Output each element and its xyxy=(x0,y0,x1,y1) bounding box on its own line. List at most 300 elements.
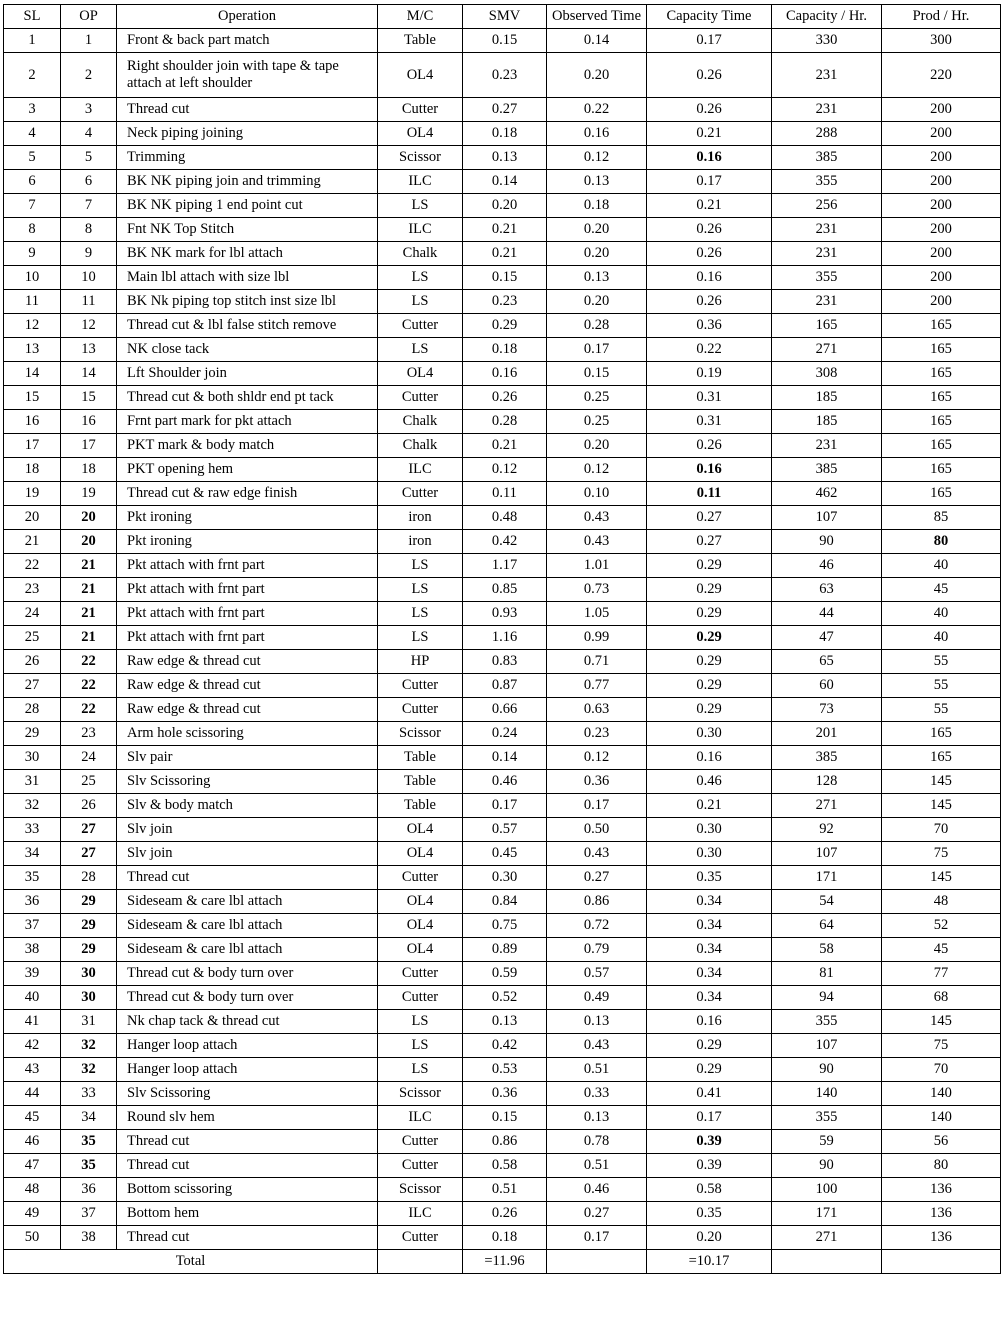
cell-smv: 0.12 xyxy=(463,458,547,482)
cell-mc: Cutter xyxy=(378,698,463,722)
table-row xyxy=(4,53,1001,98)
cell-capacity-per-hour: 65 xyxy=(772,650,882,674)
cell-mc: Scissor xyxy=(378,722,463,746)
cell-mc: LS xyxy=(378,338,463,362)
cell-capacity-per-hour: 44 xyxy=(772,602,882,626)
total-observed-cell xyxy=(547,1250,647,1274)
cell-op: 21 xyxy=(61,554,117,578)
cell-mc: Cutter xyxy=(378,1226,463,1250)
cell-op: 6 xyxy=(61,170,117,194)
cell-mc: ILC xyxy=(378,170,463,194)
cell-smv: 0.51 xyxy=(463,1178,547,1202)
cell-smv: 0.26 xyxy=(463,1202,547,1226)
cell-capacity-time: 0.29 xyxy=(647,578,772,602)
cell-prod-per-hour: 165 xyxy=(882,338,1001,362)
cell-observed-time: 0.18 xyxy=(547,194,647,218)
cell-observed-time: 0.20 xyxy=(547,434,647,458)
cell-capacity-per-hour: 90 xyxy=(772,1058,882,1082)
cell-smv: 0.28 xyxy=(463,410,547,434)
cell-sl: 19 xyxy=(4,482,61,506)
cell-capacity-time: 0.21 xyxy=(647,194,772,218)
cell-operation: Slv pair xyxy=(117,746,378,770)
cell-prod-per-hour: 165 xyxy=(882,746,1001,770)
cell-op: 29 xyxy=(61,938,117,962)
cell-capacity-per-hour: 90 xyxy=(772,1154,882,1178)
cell-capacity-per-hour: 140 xyxy=(772,1082,882,1106)
cell-smv: 0.21 xyxy=(463,434,547,458)
cell-operation: Thread cut & body turn over xyxy=(117,962,378,986)
cell-sl: 22 xyxy=(4,554,61,578)
table-row xyxy=(4,674,1001,698)
cell-capacity-per-hour: 201 xyxy=(772,722,882,746)
cell-smv: 0.23 xyxy=(463,53,547,98)
cell-capacity-per-hour: 165 xyxy=(772,314,882,338)
cell-operation: Arm hole scissoring xyxy=(117,722,378,746)
table-row xyxy=(4,1130,1001,1154)
cell-mc: iron xyxy=(378,506,463,530)
cell-op: 24 xyxy=(61,746,117,770)
table-row xyxy=(4,1082,1001,1106)
cell-smv: 0.11 xyxy=(463,482,547,506)
cell-capacity-time: 0.17 xyxy=(647,170,772,194)
cell-capacity-per-hour: 355 xyxy=(772,266,882,290)
cell-smv: 0.30 xyxy=(463,866,547,890)
cell-capacity-time: 0.26 xyxy=(647,434,772,458)
cell-op: 32 xyxy=(61,1058,117,1082)
cell-op: 33 xyxy=(61,1082,117,1106)
cell-capacity-time: 0.16 xyxy=(647,458,772,482)
cell-observed-time: 0.27 xyxy=(547,866,647,890)
cell-capacity-per-hour: 308 xyxy=(772,362,882,386)
cell-capacity-per-hour: 81 xyxy=(772,962,882,986)
cell-prod-per-hour: 70 xyxy=(882,818,1001,842)
cell-op: 15 xyxy=(61,386,117,410)
cell-sl: 21 xyxy=(4,530,61,554)
cell-op: 21 xyxy=(61,602,117,626)
table-row xyxy=(4,1178,1001,1202)
cell-prod-per-hour: 145 xyxy=(882,1010,1001,1034)
header-mc: M/C xyxy=(378,5,463,29)
cell-smv: 0.58 xyxy=(463,1154,547,1178)
table-row xyxy=(4,410,1001,434)
cell-capacity-per-hour: 128 xyxy=(772,770,882,794)
table-row xyxy=(4,146,1001,170)
cell-operation: Pkt attach with frnt part xyxy=(117,602,378,626)
cell-observed-time: 0.78 xyxy=(547,1130,647,1154)
cell-capacity-per-hour: 58 xyxy=(772,938,882,962)
table-row xyxy=(4,626,1001,650)
cell-operation: Pkt attach with frnt part xyxy=(117,626,378,650)
cell-prod-per-hour: 40 xyxy=(882,602,1001,626)
table-row xyxy=(4,650,1001,674)
cell-observed-time: 0.79 xyxy=(547,938,647,962)
cell-smv: 0.52 xyxy=(463,986,547,1010)
cell-observed-time: 0.99 xyxy=(547,626,647,650)
cell-op: 21 xyxy=(61,578,117,602)
cell-observed-time: 0.12 xyxy=(547,458,647,482)
cell-prod-per-hour: 80 xyxy=(882,530,1001,554)
header-observed-time: Observed Time xyxy=(547,5,647,29)
cell-prod-per-hour: 200 xyxy=(882,146,1001,170)
cell-capacity-time: 0.21 xyxy=(647,122,772,146)
cell-capacity-per-hour: 94 xyxy=(772,986,882,1010)
cell-prod-per-hour: 165 xyxy=(882,458,1001,482)
cell-observed-time: 0.16 xyxy=(547,122,647,146)
cell-capacity-time: 0.16 xyxy=(647,1010,772,1034)
cell-capacity-time: 0.20 xyxy=(647,1226,772,1250)
cell-sl: 16 xyxy=(4,410,61,434)
cell-prod-per-hour: 200 xyxy=(882,194,1001,218)
cell-observed-time: 0.25 xyxy=(547,386,647,410)
cell-observed-time: 0.10 xyxy=(547,482,647,506)
cell-mc: LS xyxy=(378,1010,463,1034)
cell-smv: 0.36 xyxy=(463,1082,547,1106)
table-row xyxy=(4,194,1001,218)
cell-op: 7 xyxy=(61,194,117,218)
cell-mc: Cutter xyxy=(378,1154,463,1178)
cell-op: 29 xyxy=(61,890,117,914)
cell-op: 28 xyxy=(61,866,117,890)
cell-op: 8 xyxy=(61,218,117,242)
table-row xyxy=(4,122,1001,146)
cell-prod-per-hour: 300 xyxy=(882,29,1001,53)
cell-op: 2 xyxy=(61,53,117,98)
table-row xyxy=(4,938,1001,962)
table-row xyxy=(4,578,1001,602)
cell-smv: 0.21 xyxy=(463,242,547,266)
cell-capacity-per-hour: 60 xyxy=(772,674,882,698)
cell-observed-time: 0.23 xyxy=(547,722,647,746)
cell-sl: 3 xyxy=(4,98,61,122)
cell-prod-per-hour: 48 xyxy=(882,890,1001,914)
cell-mc: LS xyxy=(378,1058,463,1082)
cell-capacity-per-hour: 64 xyxy=(772,914,882,938)
cell-op: 32 xyxy=(61,1034,117,1058)
cell-sl: 9 xyxy=(4,242,61,266)
cell-capacity-per-hour: 385 xyxy=(772,458,882,482)
table-row xyxy=(4,506,1001,530)
cell-mc: OL4 xyxy=(378,53,463,98)
cell-operation: Thread cut & both shldr end pt tack xyxy=(117,386,378,410)
cell-prod-per-hour: 45 xyxy=(882,578,1001,602)
cell-capacity-per-hour: 271 xyxy=(772,794,882,818)
total-label: Total xyxy=(4,1250,378,1274)
cell-capacity-per-hour: 355 xyxy=(772,1106,882,1130)
cell-observed-time: 0.17 xyxy=(547,1226,647,1250)
cell-prod-per-hour: 140 xyxy=(882,1082,1001,1106)
cell-prod-per-hour: 165 xyxy=(882,314,1001,338)
cell-op: 3 xyxy=(61,98,117,122)
cell-observed-time: 0.13 xyxy=(547,1010,647,1034)
cell-capacity-per-hour: 107 xyxy=(772,1034,882,1058)
header-op: OP xyxy=(61,5,117,29)
cell-observed-time: 0.12 xyxy=(547,746,647,770)
cell-capacity-time: 0.34 xyxy=(647,986,772,1010)
cell-operation: Hanger loop attach xyxy=(117,1058,378,1082)
cell-op: 30 xyxy=(61,962,117,986)
cell-capacity-time: 0.26 xyxy=(647,98,772,122)
cell-capacity-time: 0.35 xyxy=(647,1202,772,1226)
cell-mc: Table xyxy=(378,770,463,794)
cell-smv: 0.84 xyxy=(463,890,547,914)
cell-observed-time: 0.51 xyxy=(547,1154,647,1178)
cell-mc: ILC xyxy=(378,1202,463,1226)
cell-op: 16 xyxy=(61,410,117,434)
header-prod-per-hour: Prod / Hr. xyxy=(882,5,1001,29)
cell-operation: Bottom scissoring xyxy=(117,1178,378,1202)
cell-capacity-time: 0.39 xyxy=(647,1154,772,1178)
cell-prod-per-hour: 145 xyxy=(882,866,1001,890)
cell-smv: 0.15 xyxy=(463,266,547,290)
cell-op: 27 xyxy=(61,818,117,842)
cell-capacity-time: 0.17 xyxy=(647,29,772,53)
cell-prod-per-hour: 165 xyxy=(882,410,1001,434)
cell-prod-per-hour: 70 xyxy=(882,1058,1001,1082)
table-row xyxy=(4,98,1001,122)
cell-smv: 0.15 xyxy=(463,1106,547,1130)
cell-sl: 47 xyxy=(4,1154,61,1178)
cell-capacity-per-hour: 231 xyxy=(772,290,882,314)
cell-capacity-per-hour: 46 xyxy=(772,554,882,578)
cell-operation: BK NK piping join and trimming xyxy=(117,170,378,194)
cell-capacity-per-hour: 231 xyxy=(772,242,882,266)
table-row xyxy=(4,722,1001,746)
cell-capacity-time: 0.39 xyxy=(647,1130,772,1154)
header-capacity-per-hour: Capacity / Hr. xyxy=(772,5,882,29)
cell-sl: 50 xyxy=(4,1226,61,1250)
cell-sl: 38 xyxy=(4,938,61,962)
cell-observed-time: 0.46 xyxy=(547,1178,647,1202)
cell-capacity-time: 0.29 xyxy=(647,626,772,650)
table-row xyxy=(4,218,1001,242)
cell-capacity-time: 0.29 xyxy=(647,1034,772,1058)
cell-op: 5 xyxy=(61,146,117,170)
cell-capacity-time: 0.16 xyxy=(647,746,772,770)
cell-capacity-time: 0.29 xyxy=(647,554,772,578)
cell-sl: 6 xyxy=(4,170,61,194)
cell-operation: PKT mark & body match xyxy=(117,434,378,458)
cell-prod-per-hour: 145 xyxy=(882,770,1001,794)
cell-prod-per-hour: 136 xyxy=(882,1202,1001,1226)
cell-sl: 35 xyxy=(4,866,61,890)
cell-sl: 34 xyxy=(4,842,61,866)
cell-op: 35 xyxy=(61,1130,117,1154)
cell-op: 23 xyxy=(61,722,117,746)
cell-observed-time: 0.43 xyxy=(547,842,647,866)
cell-prod-per-hour: 200 xyxy=(882,242,1001,266)
cell-operation: Nk chap tack & thread cut xyxy=(117,1010,378,1034)
cell-op: 25 xyxy=(61,770,117,794)
cell-mc: Table xyxy=(378,794,463,818)
cell-sl: 1 xyxy=(4,29,61,53)
cell-sl: 10 xyxy=(4,266,61,290)
cell-prod-per-hour: 140 xyxy=(882,1106,1001,1130)
cell-capacity-per-hour: 90 xyxy=(772,530,882,554)
cell-capacity-time: 0.29 xyxy=(647,1058,772,1082)
cell-capacity-per-hour: 256 xyxy=(772,194,882,218)
cell-operation: Trimming xyxy=(117,146,378,170)
cell-capacity-time: 0.17 xyxy=(647,1106,772,1130)
cell-prod-per-hour: 145 xyxy=(882,794,1001,818)
cell-sl: 8 xyxy=(4,218,61,242)
cell-smv: 0.57 xyxy=(463,818,547,842)
cell-mc: OL4 xyxy=(378,914,463,938)
cell-smv: 0.14 xyxy=(463,170,547,194)
cell-sl: 49 xyxy=(4,1202,61,1226)
cell-capacity-time: 0.34 xyxy=(647,890,772,914)
cell-observed-time: 0.63 xyxy=(547,698,647,722)
cell-capacity-per-hour: 100 xyxy=(772,1178,882,1202)
cell-prod-per-hour: 85 xyxy=(882,506,1001,530)
table-row xyxy=(4,290,1001,314)
cell-smv: 0.42 xyxy=(463,1034,547,1058)
cell-smv: 0.66 xyxy=(463,698,547,722)
cell-prod-per-hour: 220 xyxy=(882,53,1001,98)
cell-capacity-per-hour: 231 xyxy=(772,434,882,458)
cell-capacity-per-hour: 271 xyxy=(772,1226,882,1250)
table-header xyxy=(4,5,1001,29)
cell-sl: 18 xyxy=(4,458,61,482)
cell-prod-per-hour: 55 xyxy=(882,674,1001,698)
table-row xyxy=(4,362,1001,386)
cell-capacity-per-hour: 54 xyxy=(772,890,882,914)
cell-mc: Cutter xyxy=(378,386,463,410)
cell-smv: 1.16 xyxy=(463,626,547,650)
cell-prod-per-hour: 80 xyxy=(882,1154,1001,1178)
cell-sl: 24 xyxy=(4,602,61,626)
cell-smv: 0.86 xyxy=(463,1130,547,1154)
cell-mc: OL4 xyxy=(378,818,463,842)
cell-sl: 23 xyxy=(4,578,61,602)
table-row xyxy=(4,866,1001,890)
cell-sl: 11 xyxy=(4,290,61,314)
cell-sl: 39 xyxy=(4,962,61,986)
cell-observed-time: 1.05 xyxy=(547,602,647,626)
cell-observed-time: 0.13 xyxy=(547,266,647,290)
cell-mc: Chalk xyxy=(378,410,463,434)
cell-prod-per-hour: 165 xyxy=(882,386,1001,410)
cell-smv: 0.24 xyxy=(463,722,547,746)
cell-operation: Thread cut xyxy=(117,98,378,122)
table-row xyxy=(4,770,1001,794)
table-row xyxy=(4,434,1001,458)
total-capacity-hr-cell xyxy=(772,1250,882,1274)
total-capacity-time: =10.17 xyxy=(647,1250,772,1274)
cell-capacity-time: 0.58 xyxy=(647,1178,772,1202)
cell-mc: Chalk xyxy=(378,434,463,458)
cell-capacity-per-hour: 171 xyxy=(772,866,882,890)
cell-operation: Bottom hem xyxy=(117,1202,378,1226)
cell-observed-time: 0.57 xyxy=(547,962,647,986)
header-capacity-time: Capacity Time xyxy=(647,5,772,29)
cell-prod-per-hour: 165 xyxy=(882,434,1001,458)
cell-mc: Scissor xyxy=(378,1082,463,1106)
table-row xyxy=(4,1106,1001,1130)
cell-sl: 14 xyxy=(4,362,61,386)
cell-sl: 5 xyxy=(4,146,61,170)
cell-capacity-time: 0.35 xyxy=(647,866,772,890)
table-body xyxy=(4,29,1001,1250)
cell-capacity-per-hour: 288 xyxy=(772,122,882,146)
cell-capacity-time: 0.16 xyxy=(647,146,772,170)
cell-sl: 2 xyxy=(4,53,61,98)
cell-mc: OL4 xyxy=(378,842,463,866)
cell-operation: Thread cut & raw edge finish xyxy=(117,482,378,506)
cell-capacity-time: 0.34 xyxy=(647,938,772,962)
cell-observed-time: 0.77 xyxy=(547,674,647,698)
cell-prod-per-hour: 200 xyxy=(882,266,1001,290)
cell-observed-time: 0.20 xyxy=(547,242,647,266)
cell-observed-time: 0.20 xyxy=(547,218,647,242)
cell-mc: OL4 xyxy=(378,122,463,146)
cell-capacity-time: 0.36 xyxy=(647,314,772,338)
cell-prod-per-hour: 200 xyxy=(882,98,1001,122)
cell-operation: Neck piping joining xyxy=(117,122,378,146)
cell-sl: 40 xyxy=(4,986,61,1010)
table-row xyxy=(4,338,1001,362)
cell-smv: 0.21 xyxy=(463,218,547,242)
cell-sl: 31 xyxy=(4,770,61,794)
cell-capacity-per-hour: 107 xyxy=(772,506,882,530)
cell-capacity-per-hour: 47 xyxy=(772,626,882,650)
table-row xyxy=(4,890,1001,914)
cell-observed-time: 0.13 xyxy=(547,1106,647,1130)
cell-capacity-time: 0.29 xyxy=(647,602,772,626)
cell-observed-time: 0.49 xyxy=(547,986,647,1010)
table-row xyxy=(4,29,1001,53)
cell-prod-per-hour: 165 xyxy=(882,482,1001,506)
cell-sl: 48 xyxy=(4,1178,61,1202)
cell-smv: 0.13 xyxy=(463,146,547,170)
cell-prod-per-hour: 200 xyxy=(882,218,1001,242)
operation-breakdown-sheet xyxy=(3,4,1000,1274)
cell-mc: iron xyxy=(378,530,463,554)
cell-prod-per-hour: 200 xyxy=(882,122,1001,146)
cell-op: 20 xyxy=(61,530,117,554)
cell-capacity-per-hour: 355 xyxy=(772,170,882,194)
cell-prod-per-hour: 165 xyxy=(882,722,1001,746)
cell-mc: Cutter xyxy=(378,1130,463,1154)
cell-mc: Table xyxy=(378,29,463,53)
cell-observed-time: 0.12 xyxy=(547,146,647,170)
cell-capacity-per-hour: 385 xyxy=(772,746,882,770)
cell-observed-time: 0.13 xyxy=(547,170,647,194)
cell-sl: 29 xyxy=(4,722,61,746)
cell-operation: Pkt ironing xyxy=(117,506,378,530)
cell-capacity-time: 0.30 xyxy=(647,842,772,866)
cell-operation: Pkt attach with frnt part xyxy=(117,578,378,602)
cell-operation: PKT opening hem xyxy=(117,458,378,482)
cell-prod-per-hour: 40 xyxy=(882,626,1001,650)
cell-operation: Pkt attach with frnt part xyxy=(117,554,378,578)
cell-operation: BK Nk piping top stitch inst size lbl xyxy=(117,290,378,314)
cell-smv: 0.18 xyxy=(463,338,547,362)
cell-prod-per-hour: 136 xyxy=(882,1226,1001,1250)
cell-capacity-time: 0.31 xyxy=(647,386,772,410)
cell-sl: 33 xyxy=(4,818,61,842)
cell-capacity-time: 0.27 xyxy=(647,506,772,530)
cell-op: 19 xyxy=(61,482,117,506)
cell-smv: 1.17 xyxy=(463,554,547,578)
cell-sl: 45 xyxy=(4,1106,61,1130)
cell-mc: ILC xyxy=(378,1106,463,1130)
cell-mc: Cutter xyxy=(378,98,463,122)
cell-smv: 0.85 xyxy=(463,578,547,602)
cell-capacity-time: 0.34 xyxy=(647,962,772,986)
cell-op: 14 xyxy=(61,362,117,386)
cell-smv: 0.48 xyxy=(463,506,547,530)
cell-smv: 0.18 xyxy=(463,122,547,146)
